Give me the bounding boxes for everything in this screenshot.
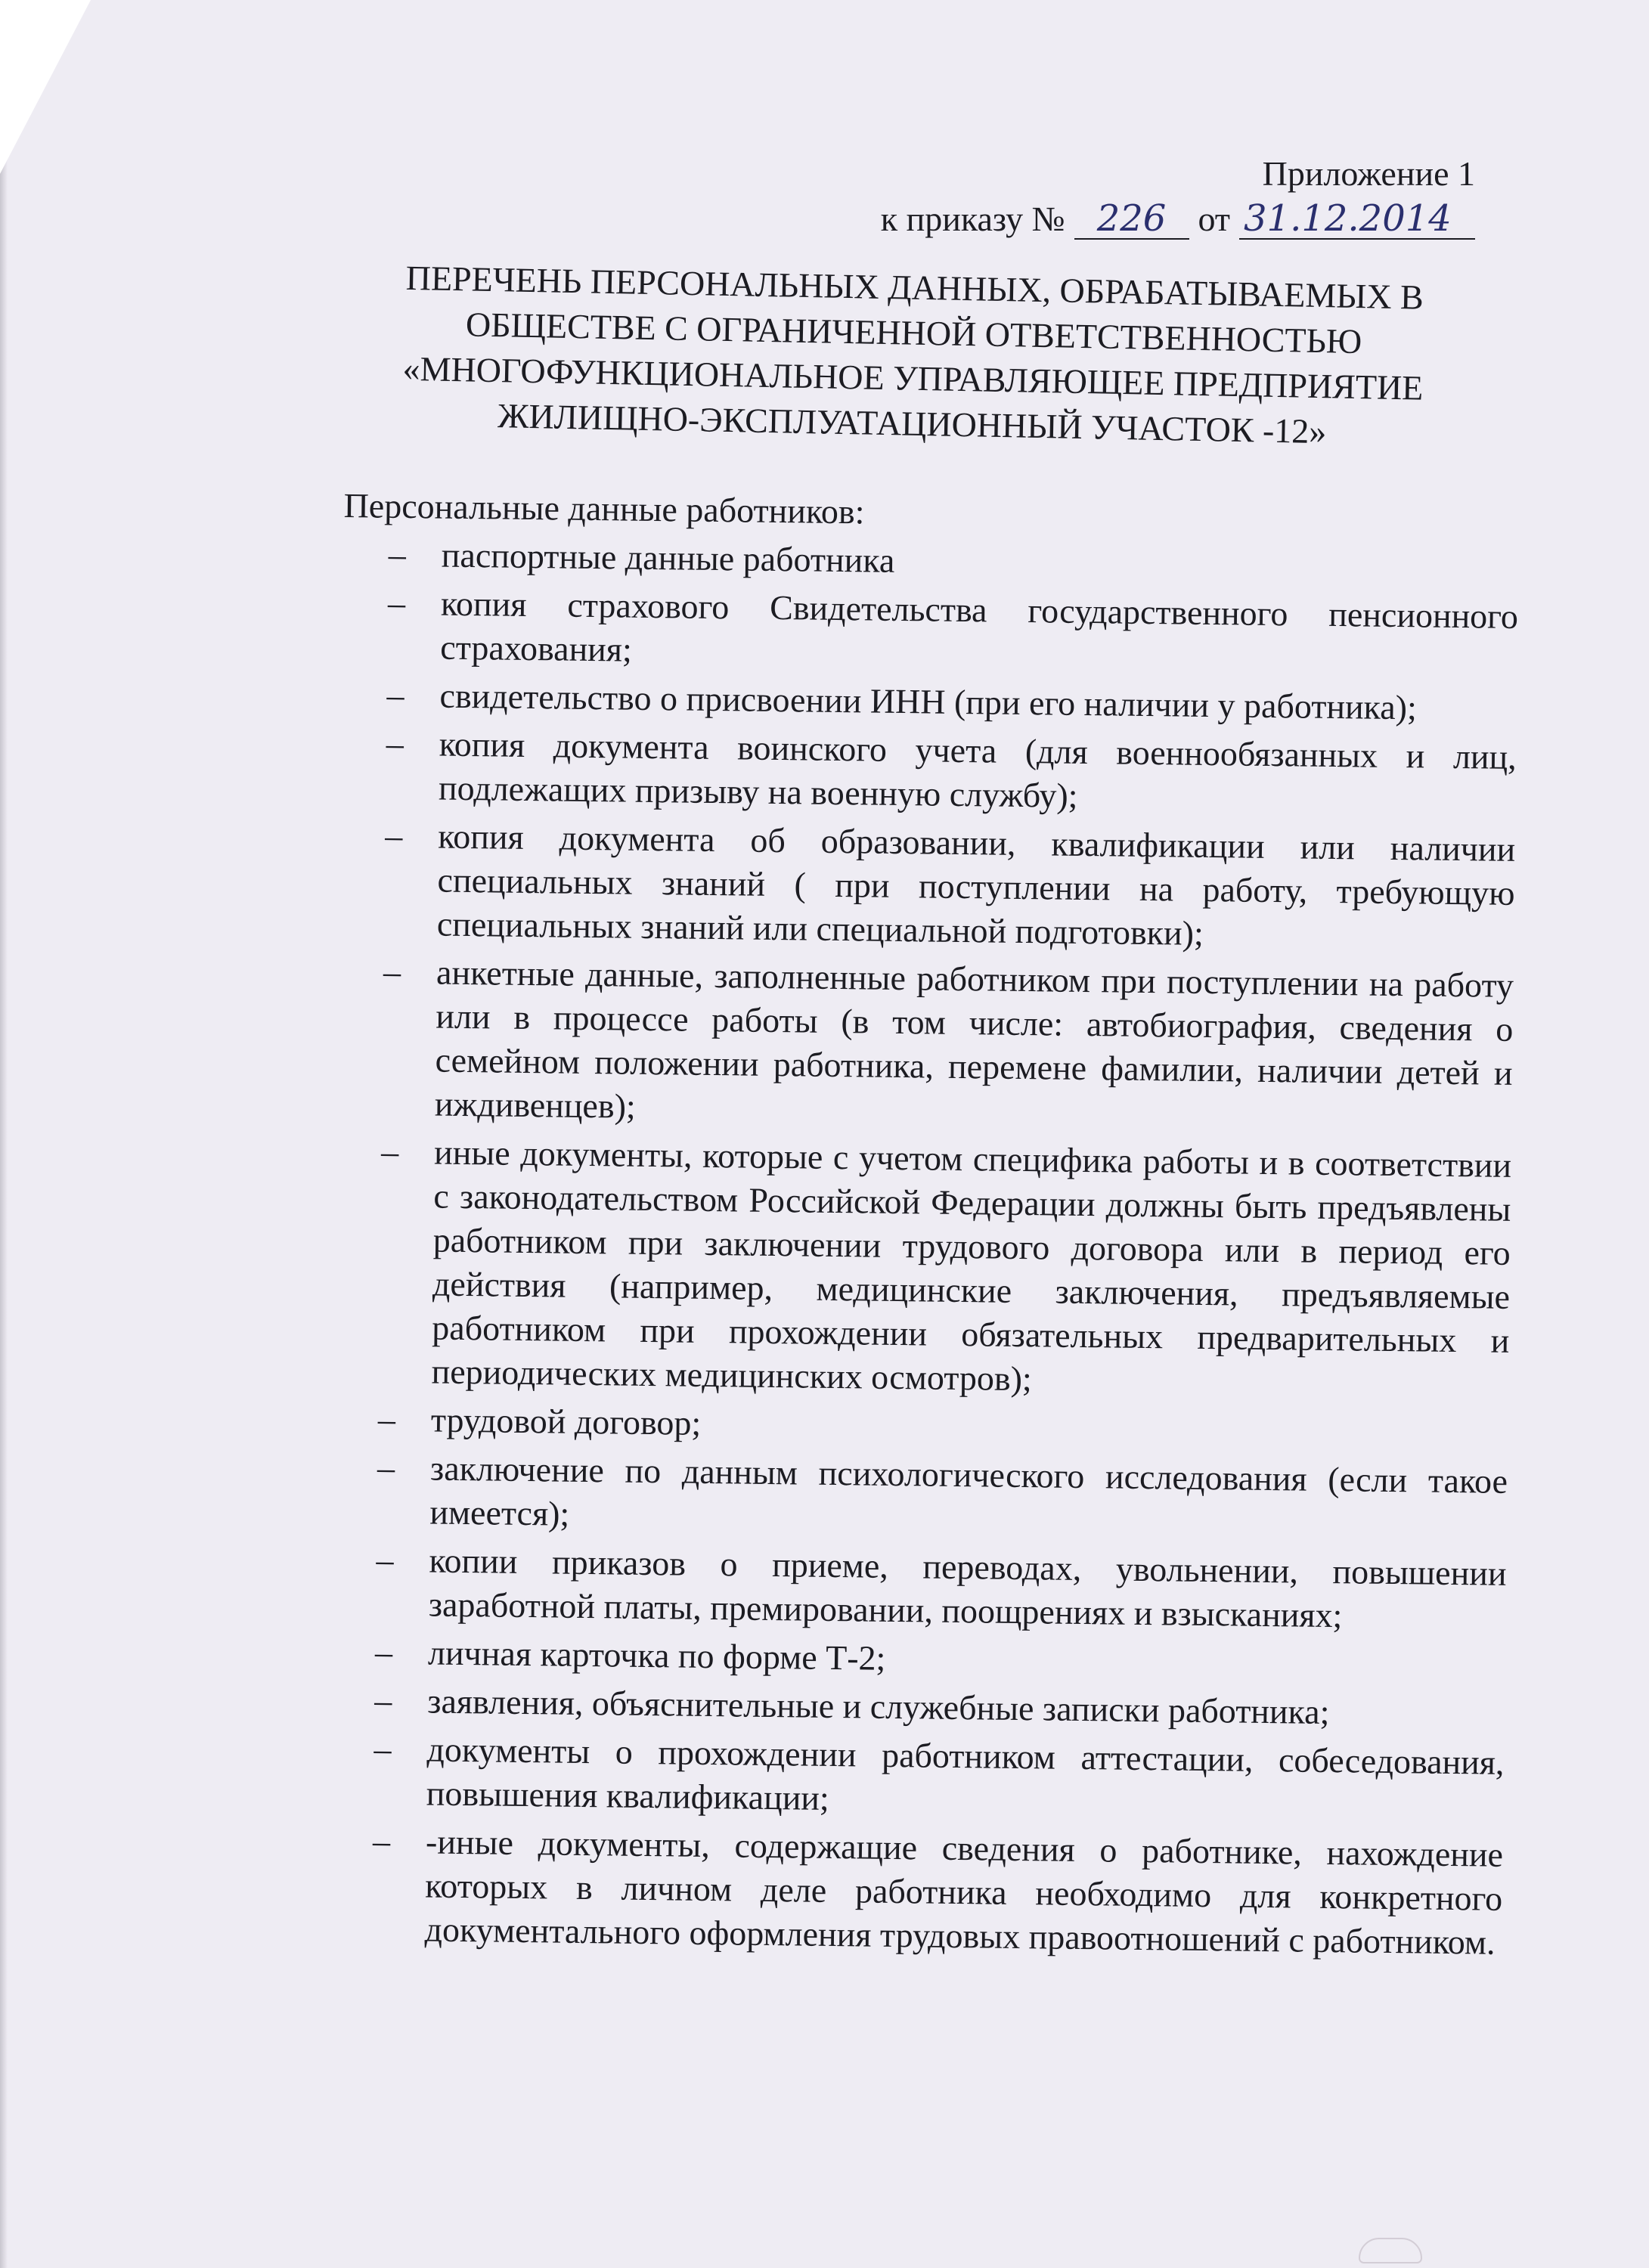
bullet-dash: – — [377, 1448, 395, 1487]
folded-corner — [0, 0, 91, 174]
list-item — [385, 815, 1516, 959]
list-item-text: трудовой договор; — [430, 1400, 702, 1442]
bullet-dash: – — [386, 675, 405, 714]
list-item — [388, 534, 1519, 590]
order-date-handwritten: 31.12.2014 — [1239, 199, 1475, 240]
bullet-dash: – — [385, 816, 403, 855]
list-item — [377, 1446, 1508, 1547]
page-edge-shadow — [0, 0, 8, 2268]
title-line: ПЕРЕЧЕНЬ ПЕРСОНАЛЬНЫХ ДАННЫХ, ОБРАБАТЫВАЕМЫХ В — [405, 258, 1424, 317]
list-item — [386, 723, 1517, 823]
list-item — [386, 674, 1517, 731]
list-item-text: -иные документы, содержащие сведения о работнике, нахождение которых в личном деле работника необходимо для конкретного документального оформления трудовых правоотношений с работником. — [424, 1822, 1504, 1962]
appendix-label: Приложение 1 — [1262, 154, 1475, 193]
bullet-dash: – — [376, 1540, 394, 1579]
document-title — [291, 253, 1535, 458]
order-number-handwritten: 226 — [1074, 199, 1189, 240]
personal-data-list — [326, 532, 1519, 1965]
list-item — [374, 1679, 1505, 1736]
section-heading: Персональные данные работников: — [343, 485, 865, 531]
list-item-text: заключение по данным психологического исследования (если такое имеется); — [429, 1448, 1508, 1533]
bullet-dash: – — [372, 1821, 391, 1861]
list-item — [383, 951, 1514, 1139]
bullet-dash: – — [374, 1729, 392, 1768]
title-line: ОБЩЕСТВЕ С ОГРАНИЧЕННОЙ ОТВЕТСТВЕННОСТЬЮ — [465, 305, 1362, 361]
bullet-dash: – — [383, 952, 401, 991]
list-item-text: копия документа воинского учета (для военнообязанных и лиц, подлежащих призыву на военную службу); — [438, 724, 1517, 815]
title-line: ЖИЛИЩНО-ЭКСПЛУАТАЦИОННЫЙ УЧАСТОК -12» — [497, 396, 1327, 451]
list-item — [374, 1727, 1505, 1828]
list-item-text: документы о прохождении работником аттестации, собеседования, повышения квалификации; — [426, 1730, 1505, 1817]
list-item-text: копия страхового Свидетельства государственного пенсионного страхования; — [440, 584, 1519, 669]
list-item-text: иные документы, которые с учетом специфика работы и в соответствии с законодательством Российской Федерации должны быть предъявлены работником при заключении трудового договора или в период его действия (например, медицинские заключения, предъявляемые работником при прохождении обязательных предварительных и периодических медицинских осмотров); — [431, 1132, 1512, 1399]
bullet-dash: – — [386, 723, 405, 763]
list-item — [380, 1131, 1512, 1407]
bullet-dash: – — [377, 1399, 396, 1439]
document-body — [326, 484, 1520, 1969]
list-item-text: заявления, объяснительные и служебные записки работника; — [427, 1681, 1330, 1732]
bullet-dash: – — [380, 1132, 399, 1171]
list-item-text: копии приказов о приеме, переводах, увольнении, повышении заработной платы, премировании, поощрениях и взысканиях; — [428, 1541, 1507, 1635]
list-item — [387, 582, 1519, 683]
list-item — [376, 1538, 1507, 1639]
order-reference — [881, 197, 1475, 242]
list-item-text: копия документа об образовании, квалификации или наличии специальных знаний ( при поступлении на работу, требующую специальных знаний или специальной подготовки); — [436, 816, 1516, 953]
list-item — [377, 1398, 1509, 1455]
date-prefix: от — [1198, 200, 1230, 238]
bullet-dash: – — [387, 583, 406, 623]
list-item-text: личная карточка по форме Т-2; — [427, 1633, 886, 1678]
list-item — [372, 1820, 1504, 1964]
bullet-dash: – — [374, 1681, 392, 1720]
bullet-dash: – — [388, 534, 407, 575]
list-item-text: паспортные данные работника — [441, 535, 895, 580]
title-line: «МНОГОФУНКЦИОНАЛЬНОЕ УПРАВЛЯЮЩЕЕ ПРЕДПРИЯТИЕ — [402, 349, 1424, 407]
list-item — [374, 1631, 1506, 1687]
bullet-dash: – — [374, 1632, 393, 1672]
appendix-header — [881, 151, 1475, 242]
order-prefix: к приказу № — [880, 200, 1065, 238]
paper-mark — [1359, 2238, 1422, 2263]
list-item-text: свидетельство о присвоении ИНН (при его наличии у работника); — [439, 676, 1418, 727]
list-item-text: анкетные данные, заполненные работником при поступлении на работу или в процессе работы (в том числе: автобиография, сведения о семейном положении работника, перемене фамилии, наличии детей и иждивенцев); — [434, 953, 1514, 1126]
